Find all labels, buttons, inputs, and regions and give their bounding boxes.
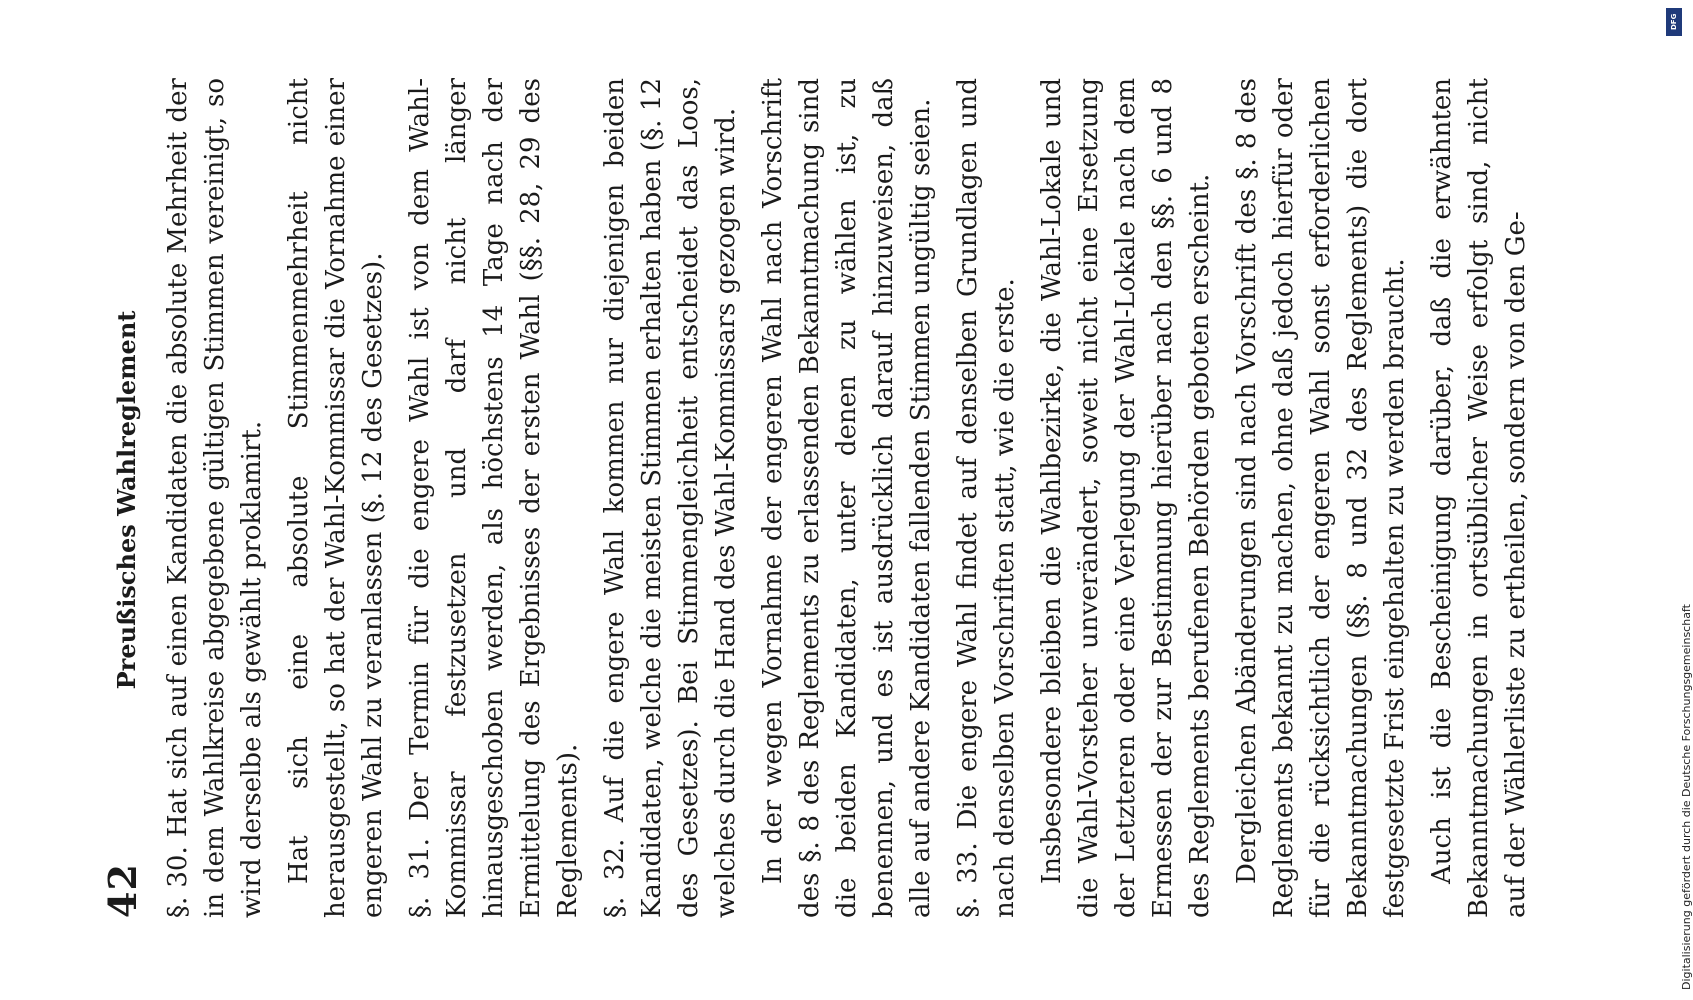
paragraph-changes: Dergleichen Abänderungen sind nach Vorschrift des §. 8 des Reglements bekannt zu machen, ohne daß jedoch hierfür oder für die rücksichtlich der engeren Wahl sonst erforderlichen Bekanntmachungen (§§. 8 und 32 des Reglements) die dort festgesetzte Frist eingehalten zu werden braucht. [1232,78,1410,918]
paragraph-certification: Auch ist die Bescheinigung darüber, daß die erwähnten Bekanntmachungen in ortsüblicher Weise erfolgt sind, nicht auf der Wählerliste zu ertheilen, sondern von den Ge- [1427,78,1531,918]
paragraph-no-majority: Hat sich eine absolute Stimmenmehrheit nicht herausgestellt, so hat der Wahl-Kommissar die Vornahme einer engeren Wahl zu veranlassen (§. 12 des Gesetzes). [284,78,388,918]
paragraph-section-31: §. 31. Der Termin für die engere Wahl ist von dem Wahl-Kommissar festzusetzen und darf nicht länger hinausgeschoben werden, als höchstens 14 Tage nach der Ermittelung des Ergebnisses der ersten Wahl (§§. 28, 29 des Reglements). [405,78,583,918]
rotated-page [100,50,1531,950]
dfg-logo: DFG [1666,8,1682,36]
digitization-credit: Digitalisierung gefördert durch die Deutsche Forschungsgemeinschaft [1680,604,1693,990]
paragraph-polling-districts: Insbesondere bleiben die Wahlbezirke, die Wahl-Lokale und die Wahl-Vorsteher unverändert, soweit nicht eine Ersetzung der Letzteren oder eine Verlegung der Wahl-Lokale nach dem Ermessen der zur Bestimmung hierüber nach den §§. 6 und 8 des Reglements berufenen Behörden geboten erscheint. [1037,78,1215,918]
paragraph-section-33: §. 33. Die engere Wahl findet auf denselben Grundlagen und nach denselben Vorschriften statt, wie die erste. [953,78,1020,918]
running-head: Preußisches Wahlreglement [112,310,141,690]
paragraph-section-32: §. 32. Auf die engere Wahl kommen nur diejenigen beiden Kandidaten, welche die meisten Stimmen erhalten haben (§. 12 des Gesetzes). Bei Stimmengleichheit entscheidet das Loos, welches durch die Hand des Wahl-Kommissars gezogen wird. [600,78,741,918]
paragraph-section-30: §. 30. Hat sich auf einen Kandidaten die absolute Mehrheit der in dem Wahlkreise abgegebene gültigen Stimmen vereinigt, so wird derselbe als gewählt proklamirt. [163,78,267,918]
paragraph-announcement: In der wegen Vornahme der engeren Wahl nach Vorschrift des §. 8 des Reglements zu erlassenden Bekanntmachung sind die beiden Kandidaten, unter denen zu wählen ist, zu benennen, und es ist ausdrücklich darauf hinzuweisen, daß alle auf andere Kandidaten fallenden Stimmen ungültig seien. [758,78,936,918]
page-number: 42 [100,863,145,918]
body-text [160,78,1545,918]
